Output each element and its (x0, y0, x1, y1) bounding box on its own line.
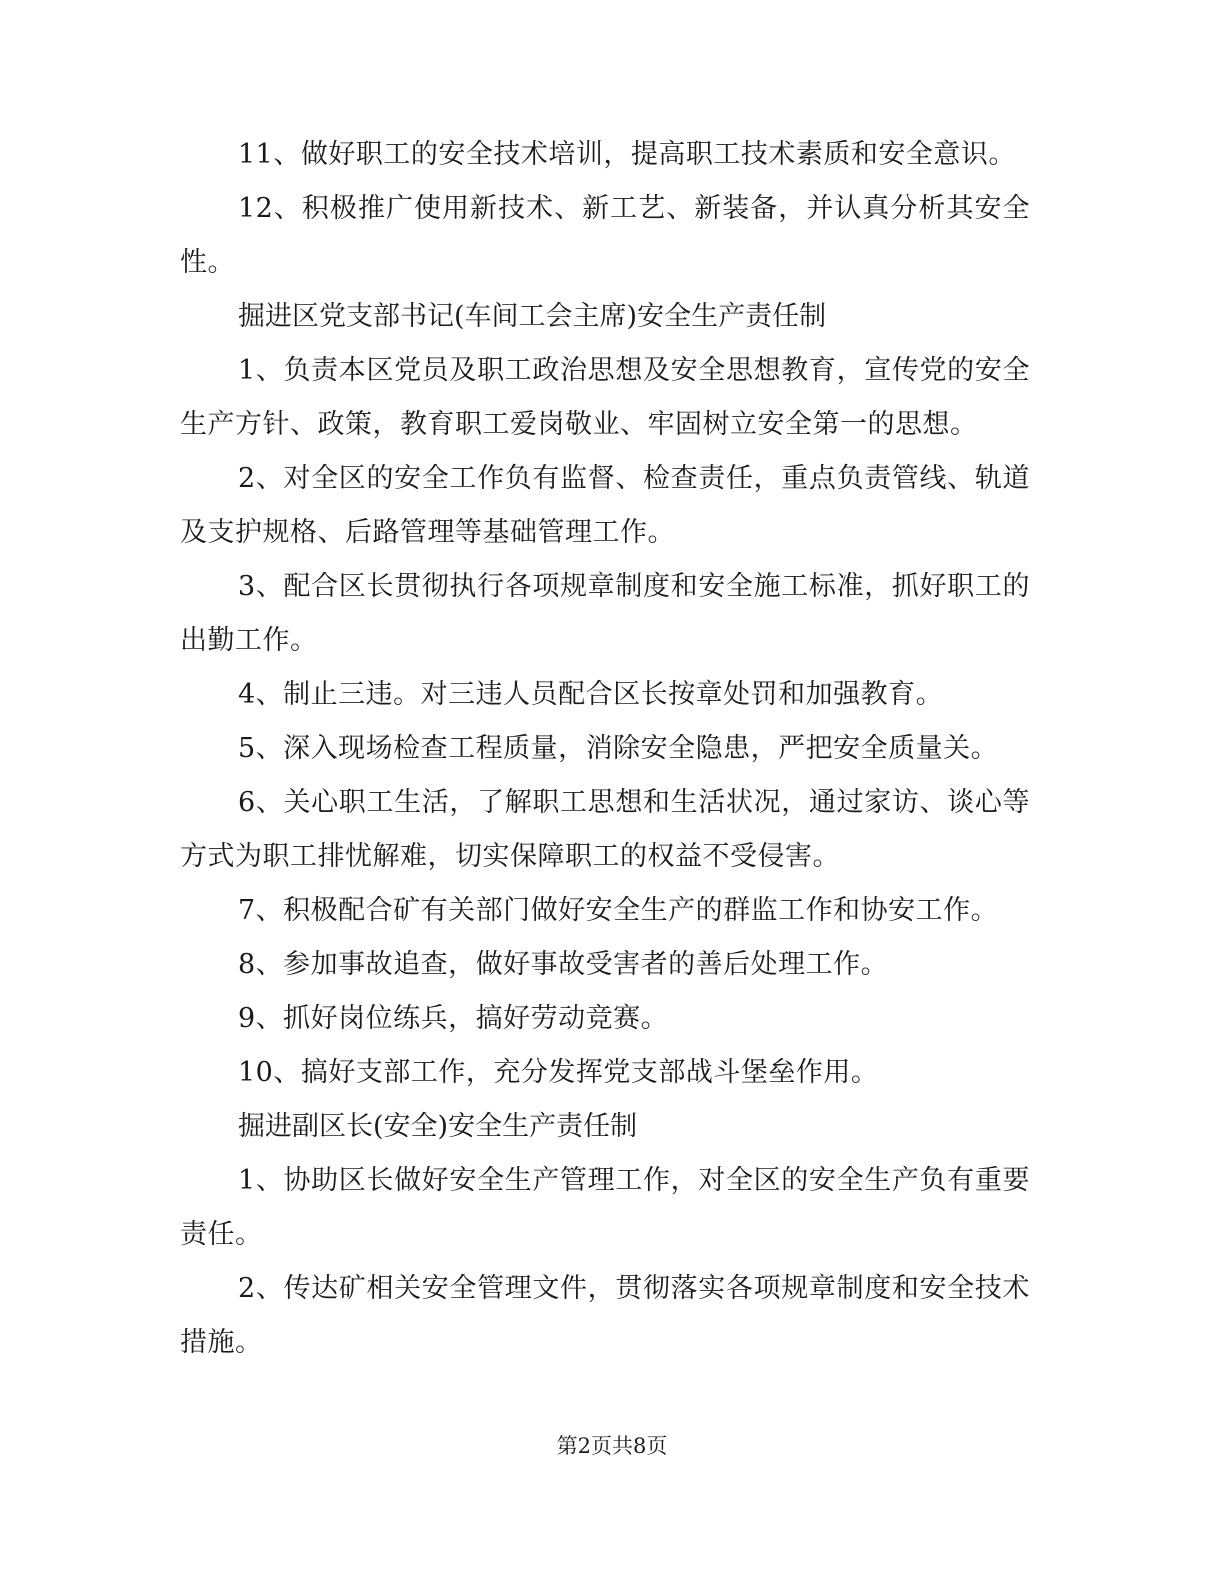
document-body (180, 128, 1030, 1370)
section-heading: 掘进区党支部书记(车间工会主席)安全生产责任制 (238, 301, 827, 332)
list-item: 8、参加事故追查，做好事故受害者的善后处理工作。 (238, 949, 889, 980)
list-item: 1、负责本区党员及职工政治思想及安全思想教育，宣传党的安全生产方针、政策，教育职工爱岗敬业、牢固树立安全第一的思想。 (180, 355, 1030, 440)
section-heading: 掘进副区长(安全)安全生产责任制 (238, 1111, 638, 1142)
page-number: 第2页共8页 (556, 1434, 668, 1458)
list-item: 2、传达矿相关安全管理文件，贯彻落实各项规章制度和安全技术措施。 (180, 1273, 1030, 1358)
list-item: 6、关心职工生活，了解职工思想和生活状况，通过家访、谈心等方式为职工排忧解难，切实保障职工的权益不受侵害。 (180, 787, 1030, 872)
list-item: 10、搞好支部工作，充分发挥党支部战斗堡垒作用。 (238, 1057, 879, 1088)
list-item: 2、对全区的安全工作负有监督、检查责任，重点负责管线、轨道及支护规格、后路管理等基础管理工作。 (180, 463, 1030, 548)
list-item: 4、制止三违。对三违人员配合区长按章处罚和加强教育。 (238, 679, 944, 710)
list-item: 1、协助区长做好安全生产管理工作，对全区的安全生产负有重要责任。 (180, 1165, 1030, 1250)
list-item: 3、配合区长贯彻执行各项规章制度和安全施工标准，抓好职工的出勤工作。 (180, 571, 1030, 656)
list-item: 11、做好职工的安全技术培训，提高职工技术素质和安全意识。 (238, 139, 1016, 170)
list-item: 7、积极配合矿有关部门做好安全生产的群监工作和协安工作。 (238, 895, 999, 926)
list-item: 9、抓好岗位练兵，搞好劳动竞赛。 (238, 1003, 669, 1034)
list-item: 12、积极推广使用新技术、新工艺、新装备，并认真分析其安全性。 (180, 193, 1030, 278)
list-item: 5、深入现场检查工程质量，消除安全隐患，严把安全质量关。 (238, 733, 999, 764)
